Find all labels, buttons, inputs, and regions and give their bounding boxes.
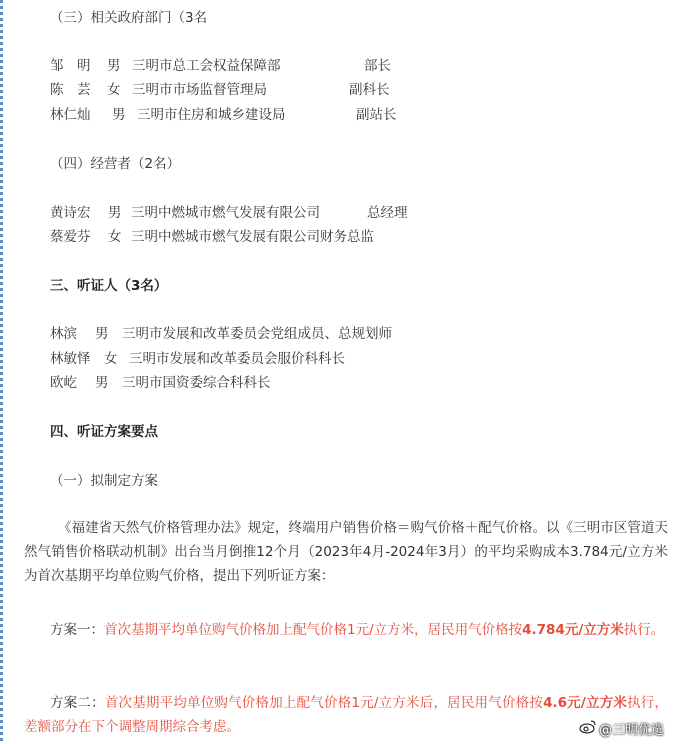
hearer-desc-1: 三明市发展和改革委员会党组成员、总规划师 (122, 326, 392, 342)
ops-name-1: 黄诗宏 (50, 205, 91, 221)
section-ops-title: （四）经营者（2名） (50, 156, 181, 172)
plan-two-price: 4.6元/立方米 (543, 695, 628, 711)
plan-one-label: 方案一： (50, 622, 104, 638)
hearer-gender-1: 男 (95, 326, 109, 342)
gov-title-2: 副科长 (349, 82, 390, 98)
plan-one-price: 4.784元/立方米 (522, 622, 624, 638)
hearer-gender-3: 男 (95, 375, 109, 391)
subsection-plan: （一）拟制定方案 (50, 473, 158, 489)
ops-gender-2: 女 (108, 229, 122, 245)
weibo-icon (579, 720, 597, 738)
gov-name-2: 陈 芸 (50, 82, 91, 98)
plan-two-suffix: 执行，差额部分在下个调整周期综合考虑。 (24, 695, 669, 735)
hearer-name-1: 林滨 (50, 326, 77, 342)
gov-name-1: 邹 明 (50, 58, 91, 74)
ops-name-2: 蔡爱芬 (50, 229, 91, 245)
ops-title-1: 总经理 (367, 205, 408, 221)
section-gov-title: （三）相关政府部门（3名 (50, 10, 208, 26)
intro-paragraph: 《福建省天然气价格管理办法》规定，终端用户销售价格＝购气价格＋配气价格。以《三明市区管道天然气销售价格联动机制》出台当月倒推12个月（2023年4月-2024年3月）的平均采购成本3.784元/立方米为首次基期平均单位购气价格，提出下列听证方案： (24, 520, 668, 584)
gov-title-3: 副站长 (356, 107, 397, 123)
left-dotted-border (0, 0, 3, 744)
gov-org-2: 三明市市场监督管理局 (132, 82, 267, 98)
watermark (579, 719, 664, 738)
gov-org-3: 三明市住房和城乡建设局 (137, 107, 286, 123)
hearer-desc-2: 三明市发展和改革委员会服价科科长 (129, 351, 345, 367)
plan-one-suffix: 执行。 (623, 622, 665, 638)
gov-gender-3: 男 (112, 107, 126, 123)
section-hearing-title: 三、听证人（3名） (50, 278, 168, 294)
ops-org-1: 三明中燃城市燃气发展有限公司 (131, 205, 320, 221)
hearer-name-2: 林敏怿 (50, 351, 91, 367)
hearer-desc-3: 三明市国资委综合科科长 (122, 375, 271, 391)
hearer-gender-2: 女 (104, 351, 118, 367)
gov-title-1: 部长 (364, 58, 391, 74)
plan-two (24, 691, 668, 739)
hearer-name-3: 欧屹 (50, 375, 77, 391)
gov-org-1: 三明市总工会权益保障部 (132, 58, 281, 74)
gov-gender-1: 男 (107, 58, 121, 74)
plan-two-label: 方案二： (50, 695, 105, 711)
plan-one (24, 618, 668, 642)
ops-gender-1: 男 (108, 205, 122, 221)
plan-two-text: 首次基期平均单位购气价格加上配气价格1元/立方米后，居民用气价格按 (104, 695, 544, 711)
section-plan-title: 四、听证方案要点 (50, 424, 158, 440)
watermark-text: @三明优选 (598, 723, 664, 738)
ops-org-2: 三明中燃城市燃气发展有限公司财务总监 (131, 229, 374, 245)
gov-name-3: 林仁灿 (50, 107, 91, 123)
gov-gender-2: 女 (107, 82, 121, 98)
plan-one-text: 首次基期平均单位购气价格加上配气价格1元/立方米，居民用气价格按 (104, 622, 523, 638)
